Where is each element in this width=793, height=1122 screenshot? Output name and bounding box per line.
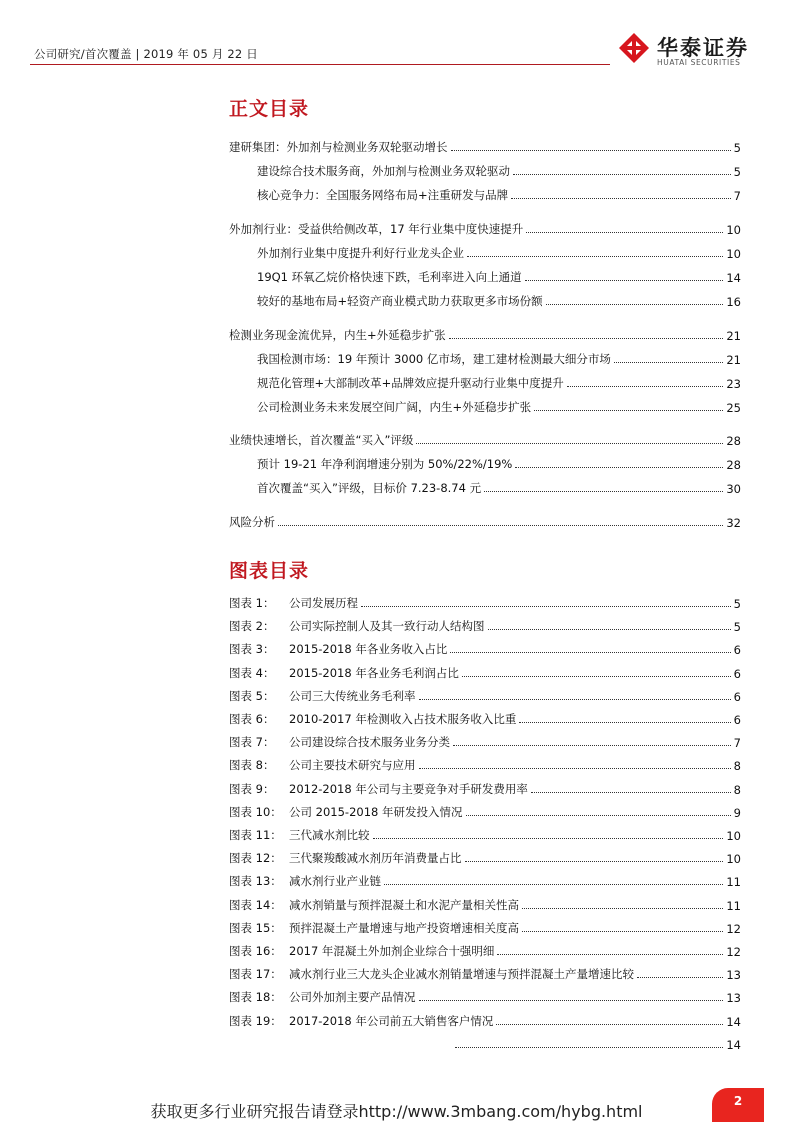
figure-entry[interactable] <box>229 893 741 913</box>
page-number-badge <box>712 1088 764 1122</box>
toc-entry[interactable] <box>257 347 741 367</box>
toc-entry[interactable] <box>257 289 741 309</box>
logo-mark-icon <box>617 31 651 65</box>
dot-leader <box>567 386 724 387</box>
figure-entry[interactable] <box>229 962 741 982</box>
figure-entry[interactable] <box>229 869 741 889</box>
figure-label: 图表 1： <box>229 596 275 610</box>
dot-leader <box>419 1000 724 1001</box>
figure-caption: 2015-2018 年各业务收入占比 <box>289 642 448 656</box>
figure-entry-title <box>229 943 494 959</box>
dot-leader <box>419 699 731 700</box>
figure-entry-page: 5 <box>733 597 741 611</box>
toc-entry[interactable] <box>257 371 741 391</box>
dot-leader <box>519 722 730 723</box>
header-rule <box>30 64 610 65</box>
toc-entry-page: 10 <box>726 223 741 237</box>
toc-entry-title: 外加剂行业集中度提升利好行业龙头企业 <box>257 246 464 260</box>
figure-label: 图表 9： <box>229 782 275 796</box>
toc-entry[interactable] <box>229 510 741 530</box>
dot-leader <box>361 606 731 607</box>
figure-entry-page: 12 <box>726 922 741 936</box>
toc-entry-title: 建设综合技术服务商，外加剂与检测业务双轮驱动 <box>257 164 510 178</box>
dot-leader <box>455 1047 723 1048</box>
toc-entry-title: 我国检测市场：19 年预计 3000 亿市场，建工建材检测最大细分市场 <box>257 352 611 366</box>
figure-label: 图表 19： <box>229 1014 282 1028</box>
dot-leader <box>449 338 724 339</box>
toc-entry[interactable] <box>229 217 741 237</box>
dot-leader <box>513 174 731 175</box>
toc-entry[interactable] <box>257 476 741 496</box>
figure-entry-page: 6 <box>733 667 741 681</box>
toc-entry-page: 28 <box>726 458 741 472</box>
figure-caption: 减水剂销量与预拌混凝土和水泥产量相关性高 <box>289 898 519 912</box>
figure-caption: 减水剂行业三大龙头企业减水剂销量增速与预拌混凝土产量增速比较 <box>289 967 634 981</box>
figure-caption: 公司实际控制人及其一致行动人结构图 <box>289 619 485 633</box>
figure-caption: 公司发展历程 <box>289 596 358 610</box>
dot-leader <box>497 954 723 955</box>
figure-entry-page: 8 <box>733 783 741 797</box>
toc-entry-page: 32 <box>726 516 741 530</box>
figure-entry-title <box>229 989 416 1005</box>
figure-entry-page: 8 <box>733 759 741 773</box>
toc-entry[interactable] <box>257 183 741 203</box>
figure-caption: 2017-2018 年公司前五大销售客户情况 <box>289 1014 494 1028</box>
toc-entry-title: 检测业务现金流优异，内生+外延稳步扩张 <box>229 328 446 342</box>
figure-caption: 公司三大传统业务毛利率 <box>289 689 416 703</box>
toc-entry[interactable] <box>257 241 741 261</box>
dot-leader <box>453 745 731 746</box>
figure-entry[interactable] <box>229 939 741 959</box>
logo-english-name: HUATAI SECURITIES <box>657 58 741 67</box>
dot-leader <box>522 908 723 909</box>
toc-entry[interactable] <box>257 265 741 285</box>
dot-leader <box>450 652 730 653</box>
header-text: 公司研究/首次覆盖 | 2019 年 05 月 22 日 <box>34 47 258 61</box>
figure-entry[interactable] <box>229 916 741 936</box>
figure-label: 图表 16： <box>229 944 282 958</box>
figure-label: 图表 7： <box>229 735 275 749</box>
figure-label: 图表 18： <box>229 990 282 1004</box>
figure-entry-page: 12 <box>726 945 741 959</box>
figure-entry-title <box>229 804 463 820</box>
figure-entry-title <box>229 873 381 889</box>
toc-entry-page: 21 <box>726 329 741 343</box>
figure-caption: 2017 年混凝土外加剂企业综合十强明细 <box>289 944 495 958</box>
figure-entry-page: 6 <box>733 643 741 657</box>
figure-entry-page: 13 <box>726 968 741 982</box>
figure-label: 图表 10： <box>229 805 282 819</box>
toc-entry-page: 10 <box>726 247 741 261</box>
figure-label: 图表 2： <box>229 619 275 633</box>
toc-entry-page: 7 <box>733 189 741 203</box>
toc-entry-title: 公司检测业务未来发展空间广阔，内生+外延稳步扩张 <box>257 400 532 414</box>
figure-entry-page: 6 <box>733 690 741 704</box>
figure-entry[interactable] <box>229 753 741 773</box>
figure-entry[interactable] <box>229 730 741 750</box>
figure-entry-page: 14 <box>726 1038 741 1052</box>
dot-leader <box>419 768 731 769</box>
figure-entry-page: 14 <box>726 1015 741 1029</box>
figure-entry-title <box>229 618 485 634</box>
figure-caption: 公司建设综合技术服务业务分类 <box>289 735 450 749</box>
figure-caption: 公司外加剂主要产品情况 <box>289 990 416 1004</box>
figure-entry-page: 11 <box>726 875 741 889</box>
figure-entry-page: 13 <box>726 991 741 1005</box>
figure-entry-title <box>229 966 634 982</box>
figure-entry-page: 6 <box>733 713 741 727</box>
figure-entry[interactable] <box>229 985 741 1005</box>
figure-caption: 公司主要技术研究与应用 <box>289 758 416 772</box>
figure-entry-title <box>229 850 462 866</box>
dot-leader <box>534 410 723 411</box>
dot-leader <box>466 815 731 816</box>
toc-entry-page: 14 <box>726 271 741 285</box>
figure-entry[interactable] <box>229 823 741 843</box>
figure-entry-title <box>229 827 370 843</box>
dot-leader <box>496 1024 723 1025</box>
toc-entry-page: 21 <box>726 353 741 367</box>
toc-entry[interactable] <box>257 395 741 415</box>
dot-leader <box>525 280 724 281</box>
figure-entry-page: 11 <box>726 899 741 913</box>
logo-chinese-name: 华泰证券 <box>657 36 749 60</box>
figure-entry-title <box>229 757 416 773</box>
figure-caption: 2015-2018 年各业务毛利润占比 <box>289 666 459 680</box>
figure-entry[interactable] <box>229 661 741 681</box>
toc-entry[interactable] <box>229 323 741 343</box>
figure-entry-page: 7 <box>733 736 741 750</box>
figure-entry-page: 10 <box>726 829 741 843</box>
dot-leader <box>614 362 723 363</box>
toc-entry-page: 30 <box>726 482 741 496</box>
figure-entry-title <box>229 920 519 936</box>
figure-entry-title <box>229 688 416 704</box>
figure-entry[interactable] <box>452 1032 741 1052</box>
toc-entry-title: 预计 19-21 年净利润增速分别为 50%/22%/19% <box>257 457 513 471</box>
figure-caption: 公司 2015-2018 年研发投入情况 <box>289 805 463 819</box>
figures-section-title: 图表目录 <box>229 560 310 582</box>
figure-caption: 减水剂行业产业链 <box>289 874 381 888</box>
figure-caption: 预拌混凝土产量增速与地产投资增速相关度高 <box>289 921 519 935</box>
toc-entry-title: 建研集团：外加剂与检测业务双轮驱动增长 <box>229 140 448 154</box>
figure-entry-page: 9 <box>733 806 741 820</box>
toc-section-title: 正文目录 <box>229 98 310 120</box>
figure-caption: 三代聚羧酸减水剂历年消费量占比 <box>289 851 462 865</box>
figure-label: 图表 15： <box>229 921 282 935</box>
dot-leader <box>384 884 723 885</box>
toc-entry-page: 23 <box>726 377 741 391</box>
company-logo <box>617 31 757 71</box>
dot-leader <box>526 232 723 233</box>
figure-entry[interactable] <box>229 777 741 797</box>
dot-leader <box>531 792 731 793</box>
dot-leader <box>451 150 731 151</box>
toc-entry-page: 5 <box>733 141 741 155</box>
figure-entry[interactable] <box>229 1009 741 1029</box>
toc-entry[interactable] <box>257 159 741 179</box>
figure-entry-title <box>229 1013 493 1029</box>
figure-label: 图表 5： <box>229 689 275 703</box>
toc-entry-page: 25 <box>726 401 741 415</box>
dot-leader <box>511 198 731 199</box>
dot-leader <box>467 256 723 257</box>
toc-entry[interactable] <box>229 428 741 448</box>
toc-entry-title: 业绩快速增长，首次覆盖“买入”评级 <box>229 433 414 447</box>
dot-leader <box>373 838 724 839</box>
figure-label: 图表 6： <box>229 712 275 726</box>
figure-entry-title <box>229 641 447 657</box>
figure-entry[interactable] <box>229 684 741 704</box>
figure-caption: 三代减水剂比较 <box>289 828 370 842</box>
figure-entry-title <box>229 897 519 913</box>
figure-entry-title <box>229 734 450 750</box>
figure-entry-page: 10 <box>726 852 741 866</box>
dot-leader <box>416 443 723 444</box>
footer-download-link[interactable]: 获取更多行业研究报告请登录http://www.3mbang.com/hybg.html <box>150 1102 643 1121</box>
figure-entry-title <box>229 665 459 681</box>
figure-caption: 2012-2018 年公司与主要竞争对手研发费用率 <box>289 782 528 796</box>
figure-label: 图表 8： <box>229 758 275 772</box>
figure-entry[interactable] <box>229 846 741 866</box>
figure-label: 图表 12： <box>229 851 282 865</box>
dot-leader <box>465 861 724 862</box>
dot-leader <box>546 304 724 305</box>
figure-label: 图表 13： <box>229 874 282 888</box>
dot-leader <box>462 676 731 677</box>
figure-entry-page: 5 <box>733 620 741 634</box>
dot-leader <box>637 977 723 978</box>
dot-leader <box>278 525 723 526</box>
figure-entry[interactable] <box>229 800 741 820</box>
dot-leader <box>522 931 723 932</box>
figure-entry-title <box>229 781 528 797</box>
figure-entry-title <box>229 711 516 727</box>
toc-entry-page: 16 <box>726 295 741 309</box>
dot-leader <box>488 629 731 630</box>
toc-entry-title: 较好的基地布局+轻资产商业模式助力获取更多市场份额 <box>257 294 543 308</box>
figure-label: 图表 17： <box>229 967 282 981</box>
toc-entry-page: 5 <box>733 165 741 179</box>
toc-entry[interactable] <box>229 135 741 155</box>
figure-label: 图表 11： <box>229 828 282 842</box>
figure-entry[interactable] <box>229 707 741 727</box>
toc-entry-title: 核心竞争力：全国服务网络布局+注重研发与品牌 <box>257 188 509 202</box>
figure-label: 图表 3： <box>229 642 275 656</box>
figure-entry[interactable] <box>229 614 741 634</box>
toc-entry-title: 首次覆盖“买入”评级，目标价 7.23-8.74 元 <box>257 481 482 495</box>
figure-caption: 2010-2017 年检测收入占技术服务收入比重 <box>289 712 517 726</box>
page-number: 2 <box>733 1094 743 1108</box>
toc-entry-title: 19Q1 环氧乙烷价格快速下跌，毛利率进入向上通道 <box>257 270 522 284</box>
figure-entry[interactable] <box>229 637 741 657</box>
figure-label: 图表 14： <box>229 898 282 912</box>
toc-entry[interactable] <box>257 452 741 472</box>
toc-entry-title: 外加剂行业：受益供给侧改革，17 年行业集中度快速提升 <box>229 222 524 236</box>
figure-entry[interactable] <box>229 591 741 611</box>
dot-leader <box>484 491 723 492</box>
dot-leader <box>515 467 723 468</box>
figure-entry-title <box>229 595 358 611</box>
figure-label: 图表 4： <box>229 666 275 680</box>
toc-entry-title: 规范化管理+大部制改革+品牌效应提升驱动行业集中度提升 <box>257 376 564 390</box>
toc-entry-title: 风险分析 <box>229 515 275 529</box>
toc-entry-page: 28 <box>726 434 741 448</box>
